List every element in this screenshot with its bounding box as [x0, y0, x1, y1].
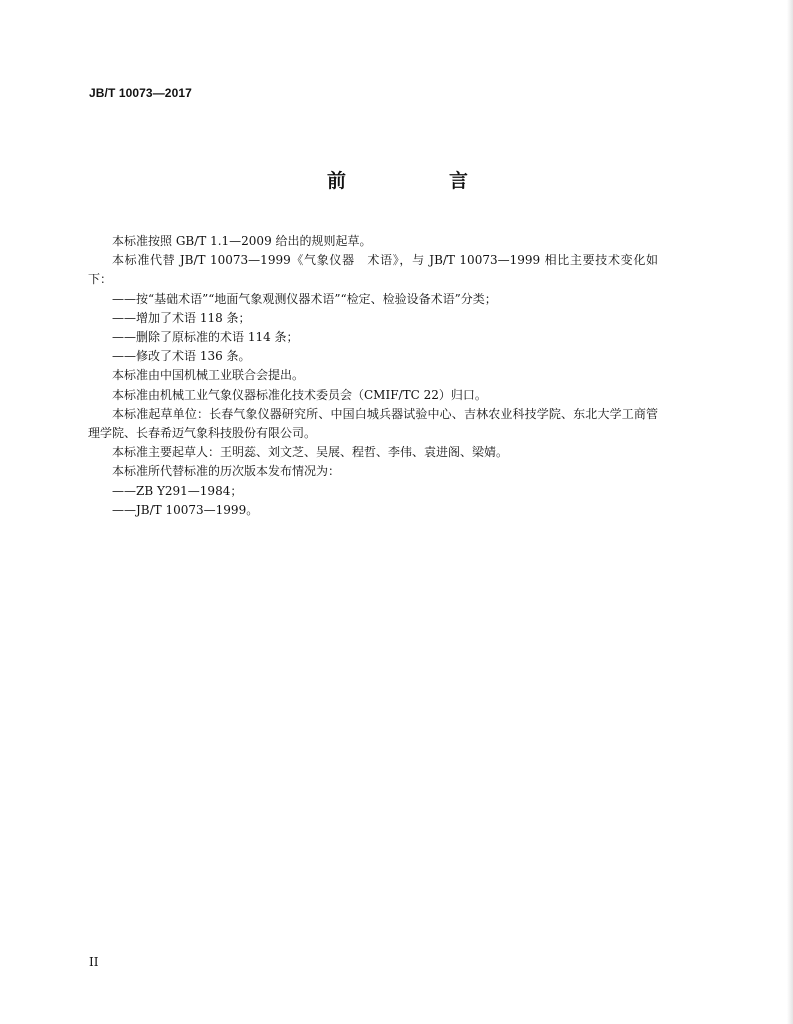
paragraph-previous-editions: 本标准所代替标准的历次版本发布情况为：: [112, 464, 341, 479]
foreword-body: [88, 232, 658, 520]
paragraph-drafting-rules: 本标准按照 GB/T 1.1—2009 给出的规则起草。: [112, 234, 372, 248]
list-item-classification: ——按“基础术语”“地面气象观测仪器术语”“检定、检验设备术语”分类；: [112, 291, 497, 306]
list-item-added-terms: ——增加了术语 118 条；: [112, 310, 251, 325]
paragraph-drafting-units: 本标准起草单位：长春气象仪器研究所、中国白城兵器试验中心、吉林农业科技学院、东北大学工商管理学院、长春希迈气象科技股份有限公司。: [88, 406, 658, 441]
list-item-edition-1984: ——ZB Y291—1984；: [112, 483, 243, 498]
list-item-edition-1999: ——JB/T 10073—1999。: [112, 502, 259, 517]
page-title: 前 言: [326, 170, 510, 192]
paragraph-proposed-by: 本标准由中国机械工业联合会提出。: [112, 368, 305, 383]
standard-code: JB/T 10073—2017: [89, 86, 192, 100]
paragraph-replacement: 本标准代替 JB/T 10073—1999《气象仪器 术语》，与 JB/T 10073—1999 相比主要技术变化如下：: [88, 253, 658, 287]
paragraph-drafters: 本标准主要起草人：王明蕊、刘文芝、吴展、程哲、李伟、袁进阁、梁婧。: [112, 445, 509, 460]
list-item-modified-terms: ——修改了术语 136 条。: [112, 349, 251, 364]
page-edge: [787, 0, 793, 1024]
list-item-deleted-terms: ——删除了原标准的术语 114 条；: [112, 330, 299, 345]
page-number: II: [89, 955, 99, 969]
paragraph-administered-by: 本标准由机械工业气象仪器标准化技术委员会（CMIF/TC 22）归口。: [112, 387, 487, 402]
